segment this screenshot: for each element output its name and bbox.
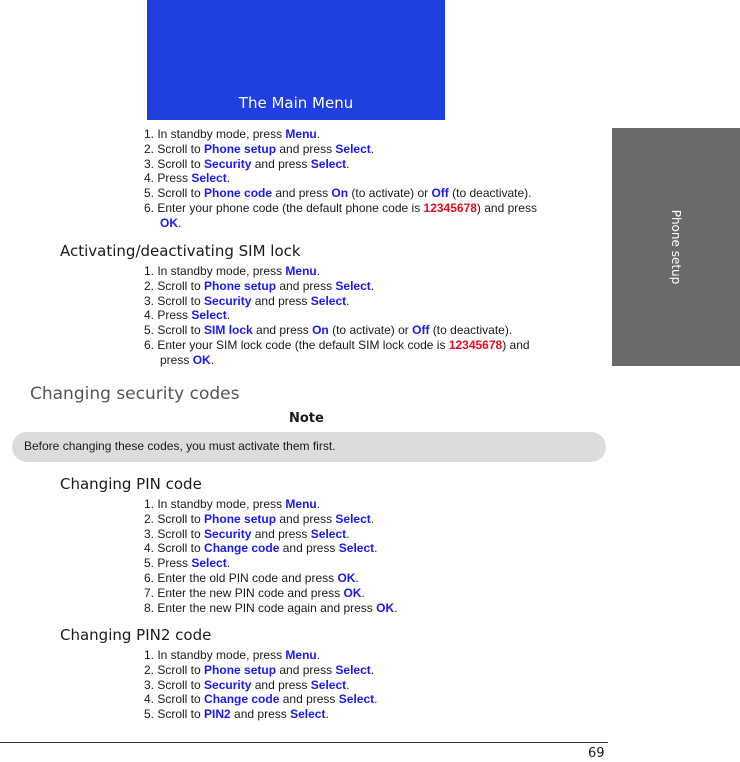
menu-keyword: Phone code [204, 186, 273, 201]
main-menu-screen-image [147, 0, 445, 120]
list-item [144, 512, 398, 527]
step-text: . [316, 127, 321, 141]
step-text: . [370, 511, 375, 526]
page-number: 69 [588, 746, 605, 761]
list-item [144, 279, 530, 294]
step-text: press [160, 352, 193, 367]
menu-keyword: Phone setup [204, 141, 277, 156]
menu-keyword: On [331, 186, 349, 201]
menu-keyword: Select [191, 171, 227, 186]
step-text: . [374, 541, 378, 556]
menu-keyword: Select [310, 526, 347, 541]
step-text: ) and press [476, 200, 537, 215]
menu-keyword: PIN2 [204, 707, 231, 722]
menu-keyword: Select [290, 707, 326, 722]
step-text: 2. Scroll to [144, 662, 205, 677]
chapter-side-tab [612, 128, 740, 366]
list-item [144, 601, 398, 616]
step-text: 7. Enter the new PIN code and press [144, 585, 344, 600]
list-item [144, 648, 377, 663]
step-text: . [226, 556, 231, 571]
menu-keyword: Menu [285, 497, 317, 511]
menu-keyword: Phone setup [204, 511, 277, 526]
step-text: . [346, 677, 350, 692]
list-item [144, 692, 377, 707]
phone-code-steps [144, 127, 537, 231]
menu-keyword: Select [310, 293, 347, 308]
menu-keyword: Menu [285, 127, 317, 141]
step-text: . [346, 526, 350, 541]
menu-keyword: OK [192, 352, 211, 367]
list-item [144, 527, 398, 542]
menu-keyword: Select [310, 156, 347, 171]
step-text: 1. In standby mode, press [144, 648, 286, 662]
footer-rule [0, 742, 608, 743]
step-text: and press [230, 707, 291, 722]
step-text: and press [252, 323, 313, 338]
step-text: 2. Scroll to [144, 278, 205, 293]
step-text: (to activate) or [348, 186, 432, 201]
menu-keyword: Change code [204, 541, 280, 556]
screen-caption: The Main Menu [238, 94, 354, 112]
list-item-continuation [144, 353, 530, 368]
list-item [144, 186, 537, 201]
step-text: 3. Scroll to [144, 677, 205, 692]
step-text: . [210, 352, 215, 367]
step-text: 4. Scroll to [144, 692, 205, 707]
menu-keyword: Select [338, 541, 375, 556]
step-text: . [325, 707, 329, 722]
note-label: Note [289, 411, 324, 426]
step-text: (to deactivate). [448, 186, 532, 201]
list-item-continuation [144, 216, 537, 231]
step-text: . [370, 662, 375, 677]
step-text: (to deactivate). [429, 323, 513, 338]
step-text: 5. Scroll to [144, 707, 205, 722]
menu-keyword: Security [204, 526, 252, 541]
menu-keyword: SIM lock [204, 323, 253, 338]
side-tab-label: Phone setup [669, 209, 683, 285]
list-item [144, 294, 530, 309]
step-text: 6. Enter your SIM lock code (the default SIM lock code is [144, 337, 449, 352]
step-text: 3. Scroll to [144, 293, 205, 308]
menu-keyword: OK [376, 600, 395, 615]
section-title: Changing security codes [30, 384, 240, 404]
list-item [144, 678, 377, 693]
default-code: 12345678 [423, 200, 477, 215]
step-text: . [316, 497, 321, 511]
step-text: 5. Press [144, 556, 192, 571]
step-text: . [316, 648, 321, 662]
list-item [144, 201, 537, 231]
menu-keyword: OK [337, 570, 356, 585]
menu-keyword: Security [204, 293, 252, 308]
list-item [144, 497, 398, 512]
step-text: ) and [502, 337, 530, 352]
step-text: and press [279, 692, 339, 707]
step-text: and press [276, 278, 336, 293]
step-text: . [178, 215, 182, 230]
menu-keyword: OK [343, 585, 362, 600]
step-text: (to activate) or [328, 323, 413, 338]
menu-keyword: Select [191, 556, 227, 571]
list-item [144, 556, 398, 571]
step-text: . [374, 692, 378, 707]
pin-code-steps [144, 497, 398, 615]
menu-keyword: Select [310, 677, 347, 692]
default-code: 12345678 [448, 337, 503, 352]
list-item [144, 171, 537, 186]
step-text: and press [276, 511, 336, 526]
list-item [144, 663, 377, 678]
menu-keyword: OK [160, 215, 178, 230]
step-text: 6. Enter your phone code (the default phone code is [144, 200, 424, 215]
step-text: 1. In standby mode, press [144, 264, 286, 278]
step-text: . [355, 570, 359, 585]
step-text: 6. Enter the old PIN code and press [144, 570, 338, 585]
list-item [144, 323, 530, 338]
step-text: and press [272, 186, 332, 201]
step-text: 3. Scroll to [144, 526, 205, 541]
menu-keyword: Menu [285, 264, 317, 278]
menu-keyword: Select [335, 511, 371, 526]
list-item [144, 142, 537, 157]
step-text: 8. Enter the new PIN code again and press [144, 600, 377, 615]
menu-keyword: Select [335, 141, 371, 156]
menu-keyword: Security [204, 677, 252, 692]
step-text: 2. Scroll to [144, 141, 205, 156]
heading-sim-lock: Activating/deactivating SIM lock [60, 242, 301, 260]
step-text: . [346, 156, 350, 171]
step-text: 1. In standby mode, press [144, 127, 286, 141]
step-text: 3. Scroll to [144, 156, 205, 171]
step-text: . [316, 264, 321, 278]
list-item [144, 308, 530, 323]
step-text: 5. Scroll to [144, 323, 205, 338]
step-text: . [226, 171, 231, 186]
step-text: . [226, 308, 231, 323]
step-text: 5. Scroll to [144, 186, 205, 201]
step-text: and press [251, 293, 311, 308]
menu-keyword: Select [191, 308, 227, 323]
menu-keyword: Change code [204, 692, 280, 707]
list-item [144, 338, 530, 368]
note-text: Before changing these codes, you must activate them first. [24, 439, 336, 453]
menu-keyword: Off [412, 323, 430, 338]
step-text: . [370, 278, 375, 293]
step-text: and press [276, 662, 336, 677]
step-text: and press [276, 141, 336, 156]
list-item [144, 157, 537, 172]
menu-keyword: Select [335, 278, 371, 293]
heading-pin-code: Changing PIN code [60, 475, 202, 493]
step-text: 2. Scroll to [144, 511, 205, 526]
step-text: . [346, 293, 350, 308]
step-text: . [361, 585, 365, 600]
menu-keyword: Select [335, 662, 371, 677]
step-text: 4. Scroll to [144, 541, 205, 556]
list-item [144, 586, 398, 601]
menu-keyword: Phone setup [204, 278, 277, 293]
step-text: 4. Press [144, 308, 192, 323]
step-text: and press [279, 541, 339, 556]
step-text: and press [251, 526, 311, 541]
menu-keyword: Menu [285, 648, 317, 662]
step-text: . [370, 141, 375, 156]
pin2-code-steps [144, 648, 377, 722]
note-box [12, 432, 606, 462]
menu-keyword: Security [204, 156, 252, 171]
sim-lock-steps [144, 264, 530, 368]
menu-keyword: Select [338, 692, 375, 707]
menu-keyword: Off [431, 186, 449, 201]
step-text: and press [251, 156, 311, 171]
list-item [144, 707, 377, 722]
heading-pin2-code: Changing PIN2 code [60, 626, 212, 644]
list-item [144, 571, 398, 586]
step-text: and press [251, 677, 311, 692]
list-item [144, 127, 537, 142]
step-text: 4. Press [144, 171, 192, 186]
list-item [144, 541, 398, 556]
step-text: 1. In standby mode, press [144, 497, 286, 511]
step-text: . [394, 600, 398, 615]
menu-keyword: On [312, 323, 329, 338]
list-item [144, 264, 530, 279]
menu-keyword: Phone setup [204, 662, 277, 677]
